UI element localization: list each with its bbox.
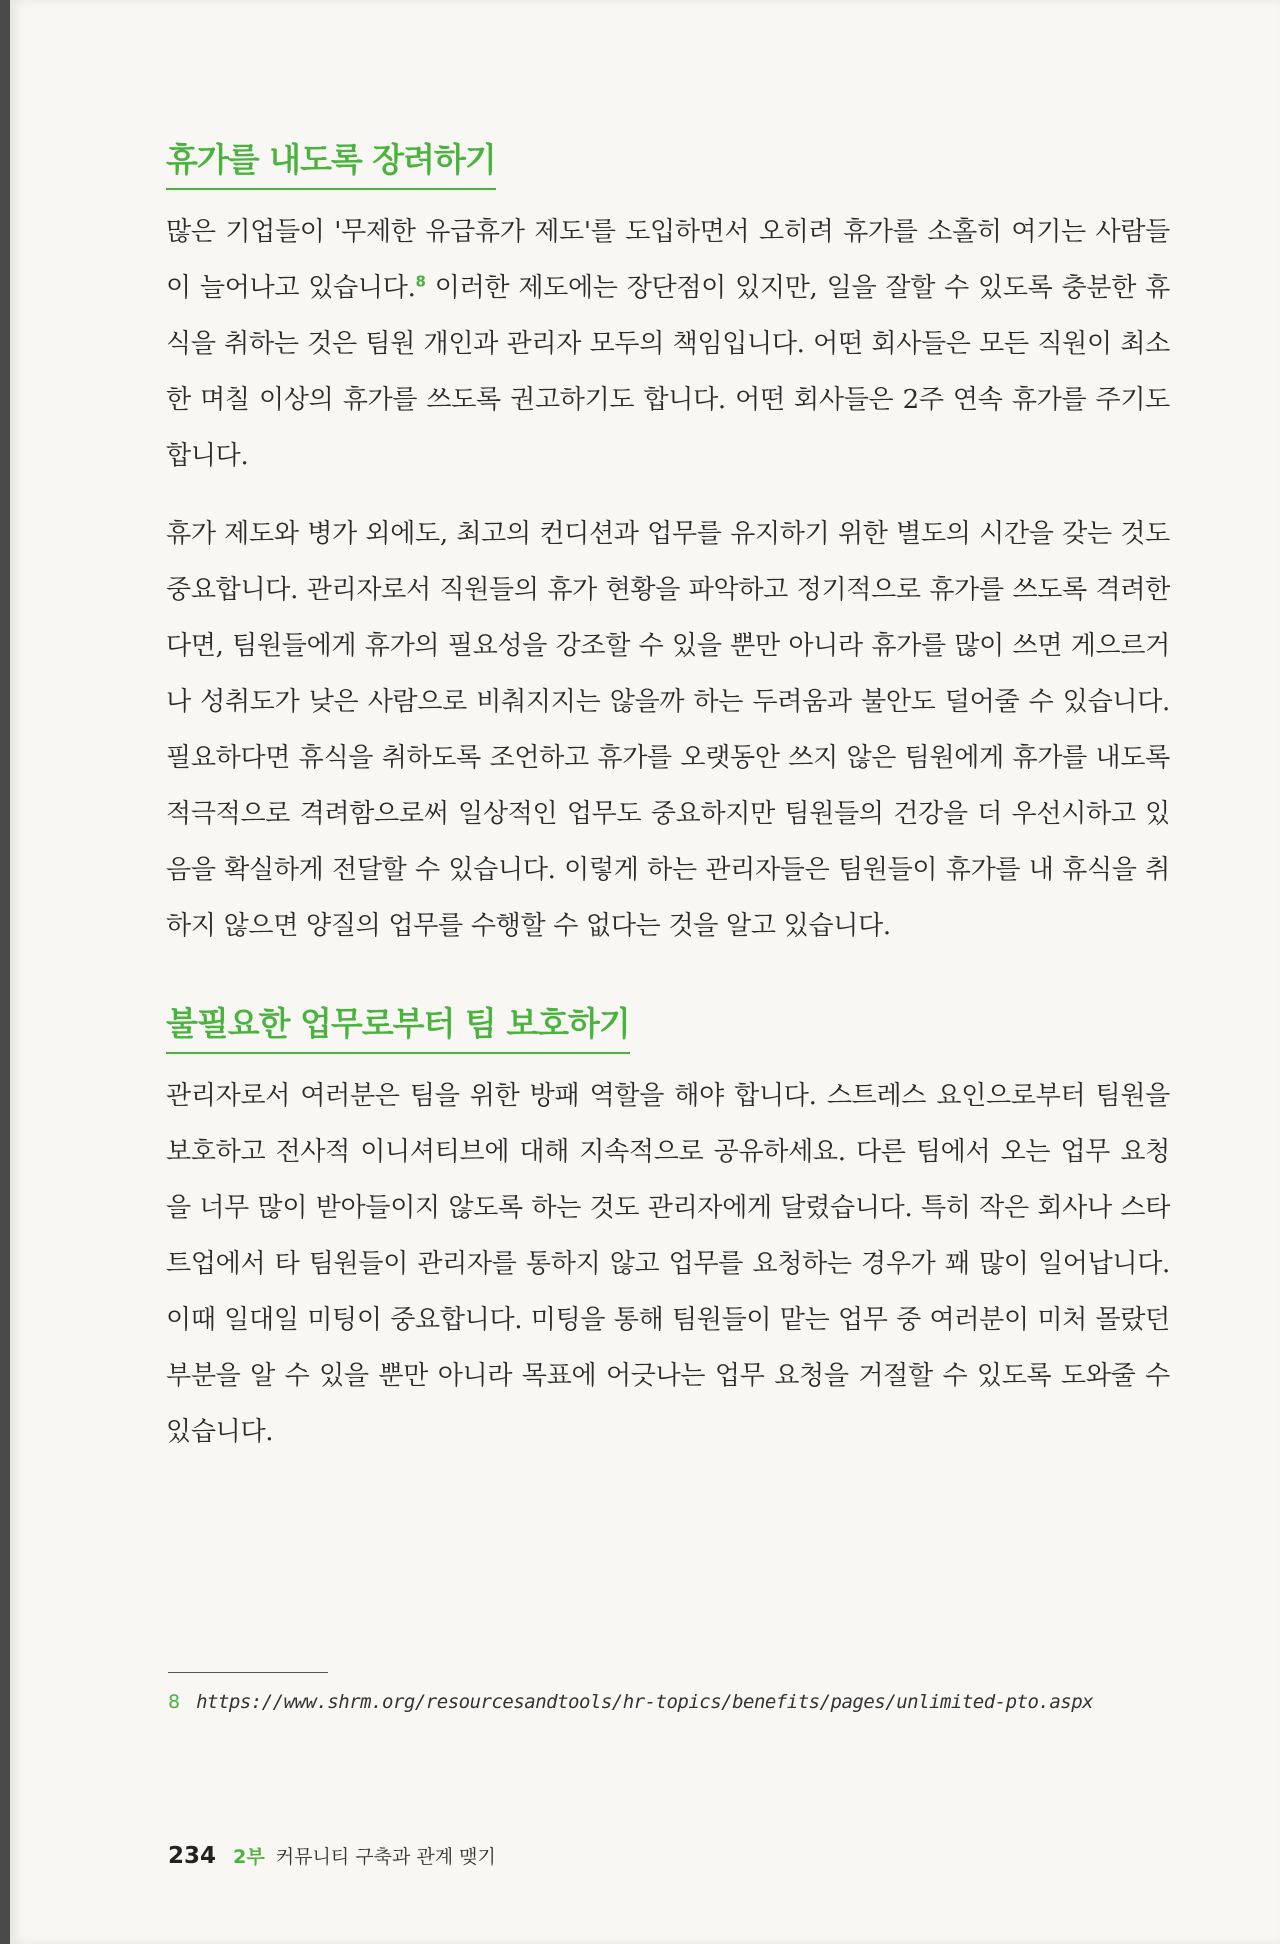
footnote [168,1691,1093,1713]
section-vacation [158,138,1170,954]
footnote-number: 8 [168,1691,181,1713]
footnote-divider [168,1672,328,1673]
section-title: 휴가를 내도록 장려하기 [166,138,496,190]
page-footer [168,1842,496,1869]
section-protect-team [158,1002,1170,1460]
part-title: 커뮤니티 구축과 관계 맺기 [275,1846,496,1868]
paragraph: 휴가 제도와 병가 외에도, 최고의 컨디션과 업무를 유지하기 위한 별도의 시간을 갖는 것도 중요합니다. 관리자로서 직원들의 휴가 현황을 파악하고 정기적으로 휴가를 쓰도록 격려한다면, 팀원들에게 휴가의 필요성을 강조할 수 있을 뿐만 아니라 휴가를 많이 쓰면 게으르거나 성취도가 낮은 사람으로 비춰지지는 않을까 하는 두려움과 불안도 덜어줄 수 있습니다. 필요하다면 휴식을 취하도록 조언하고 휴가를 오랫동안 쓰지 않은 팀원에게 휴가를 내도록 적극적으로 격려함으로써 일상적인 업무도 중요하지만 팀원들의 건강을 더 우선시하고 있음을 확실하게 전달할 수 있습니다. 이렇게 하는 관리자들은 팀원들이 휴가를 내 휴식을 취하지 않으면 양질의 업무를 수행할 수 없다는 것을 알고 있습니다. [166,519,1170,941]
book-page [10,0,1280,1944]
paragraph-text: 많은 기업들이 '무제한 유급휴가 제도'를 도입하면서 오히려 휴가를 소홀히 여기는 사람들이 늘어나고 있습니다. [166,217,1170,303]
page-number: 234 [168,1843,217,1869]
paragraph: 관리자로서 여러분은 팀을 위한 방패 역할을 해야 합니다. 스트레스 요인으로부터 팀원을 보호하고 전사적 이니셔티브에 대해 지속적으로 공유하세요. 다른 팀에서 오는 업무 요청을 너무 많이 받아들이지 않도록 하는 것도 관리자에게 달렸습니다. 특히 작은 회사나 스타트업에서 타 팀원들이 관리자를 통하지 않고 업무를 요청하는 경우가 꽤 많이 일어납니다. 이때 일대일 미팅이 중요합니다. 미팅을 통해 팀원들이 맡는 업무 중 여러분이 미처 몰랐던 부분을 알 수 있을 뿐만 아니라 목표에 어긋나는 업무 요청을 거절할 수 있도록 도와줄 수 있습니다. [166,1081,1170,1447]
part-label: 2부 [233,1846,265,1868]
paragraph [166,204,1170,484]
section-title: 불필요한 업무로부터 팀 보호하기 [166,1002,630,1054]
page-content [158,138,1170,1482]
paragraph-text: 이러한 제도에는 장단점이 있지만, 일을 잘할 수 있도록 충분한 휴식을 취하는 것은 팀원 개인과 관리자 모두의 책임입니다. 어떤 회사들은 모든 직원이 최소한 며칠 이상의 휴가를 쓰도록 권고하기도 합니다. 어떤 회사들은 2주 연속 휴가를 주기도 합니다. [166,273,1170,471]
footnote-link[interactable]: https://www.shrm.org/resourcesandtools/hr-topics/benefits/pages/unlimited-pto.aspx [196,1691,1094,1713]
footnote-marker[interactable]: 8 [415,272,426,291]
